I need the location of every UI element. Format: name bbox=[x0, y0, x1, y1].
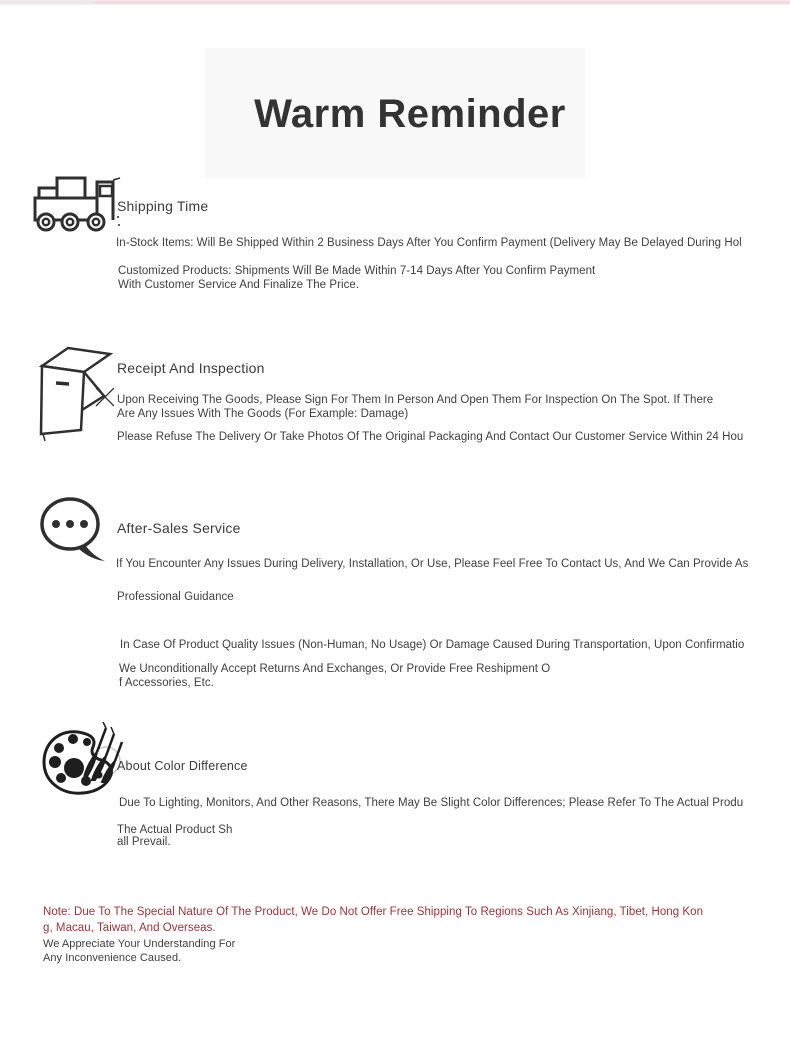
text-line: Customized Products: Shipments Will Be Made Within 7-14 Days After You Confirm Payment bbox=[118, 265, 596, 277]
text-line: Any Inconvenience Caused. bbox=[43, 952, 182, 964]
text-line: The Actual Product Sh bbox=[117, 824, 233, 836]
section-heading-shipping-time: Shipping Time bbox=[117, 198, 209, 214]
text-line: With Customer Service And Finalize The Price. bbox=[118, 279, 360, 291]
text-line: Are Any Issues With The Goods (For Example: Damage) bbox=[117, 408, 409, 420]
truck-icon bbox=[33, 174, 121, 234]
text-line: Note: Due To The Special Nature Of The Product, We Do Not Offer Free Shipping To Regions Such As Xinjiang, Tibet, Hong Kon bbox=[43, 906, 704, 918]
text-line: We Unconditionally Accept Returns And Exchanges, Or Provide Free Reshipment O bbox=[119, 663, 551, 675]
shipping-paragraph-instock: In-Stock Items: Will Be Shipped Within 2 Business Days After You Confirm Payment (Delivery May Be Delayed During Hol bbox=[116, 237, 742, 249]
top-accent-bar-left-segment bbox=[0, 0, 95, 4]
text-line: Upon Receiving The Goods, Please Sign For Them In Person And Open Them For Inspection On The Spot. If There bbox=[117, 394, 714, 406]
shipping-restriction-note bbox=[43, 905, 703, 936]
paint-palette-icon bbox=[40, 716, 126, 796]
receipt-paragraph-sign bbox=[117, 393, 713, 421]
receipt-paragraph-refuse: Please Refuse The Delivery Or Take Photos Of The Original Packaging And Contact Our Customer Service Within 24 Hou bbox=[117, 431, 744, 443]
text-line: We Appreciate Your Understanding For bbox=[43, 938, 236, 950]
shipping-paragraph-customized bbox=[118, 264, 595, 292]
section-heading-receipt-inspection: Receipt And Inspection bbox=[117, 360, 265, 376]
aftersales-paragraph-contact: If You Encounter Any Issues During Delivery, Installation, Or Use, Please Feel Free To Contact Us, And We Can Provide As bbox=[116, 558, 749, 570]
appreciation-note bbox=[43, 937, 235, 965]
aftersales-paragraph-guidance: Professional Guidance bbox=[117, 591, 234, 603]
open-box-icon bbox=[38, 340, 114, 444]
aftersales-paragraph-returns bbox=[119, 663, 550, 690]
top-accent-bar bbox=[0, 0, 790, 5]
chat-bubble-icon bbox=[37, 496, 109, 562]
page-title: Warm Reminder bbox=[254, 92, 566, 136]
section-heading-color-difference: About Color Difference bbox=[117, 759, 248, 773]
color-paragraph-prevail bbox=[117, 825, 232, 848]
section-heading-after-sales: After-Sales Service bbox=[117, 520, 241, 536]
text-line: f Accessories, Etc. bbox=[119, 676, 214, 689]
text-line: all Prevail. bbox=[117, 835, 171, 848]
aftersales-paragraph-quality: In Case Of Product Quality Issues (Non-Human, No Usage) Or Damage Caused During Transportation, Upon Confirmatio bbox=[120, 639, 745, 651]
color-paragraph-lighting: Due To Lighting, Monitors, And Other Reasons, There May Be Slight Color Differences; Please Refer To The Actual Produ bbox=[119, 797, 744, 809]
text-line: g, Macau, Taiwan, And Overseas. bbox=[43, 921, 216, 934]
